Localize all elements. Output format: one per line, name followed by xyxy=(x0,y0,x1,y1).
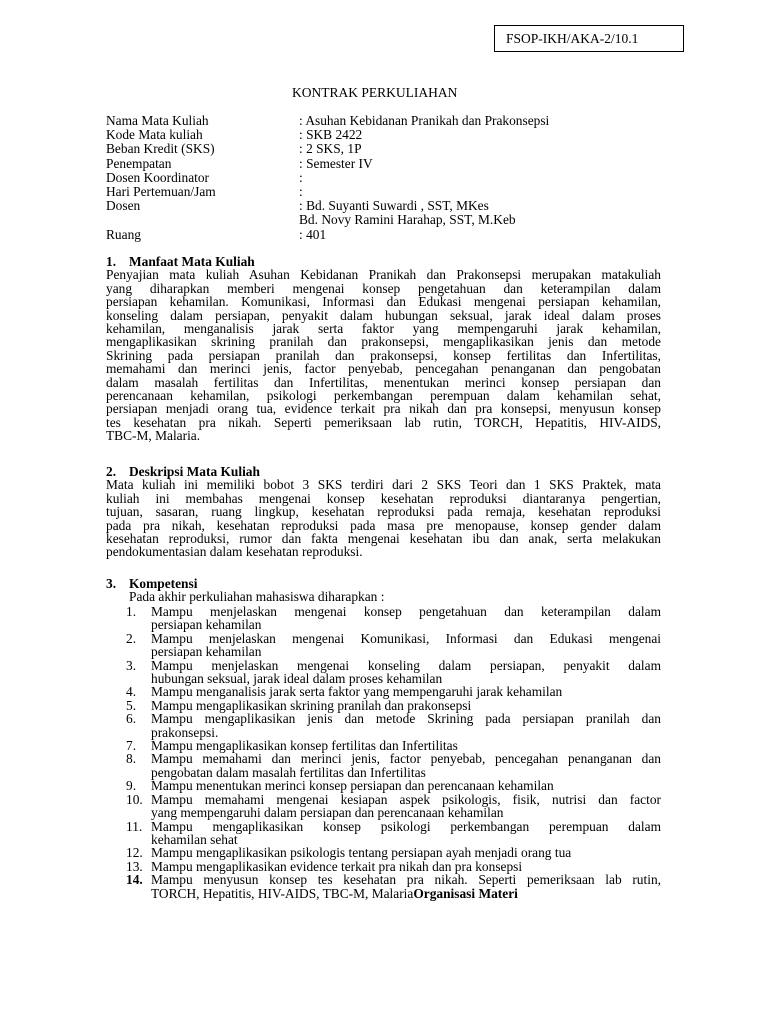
document-title: KONTRAK PERKULIAHAN xyxy=(292,85,458,100)
paragraph-line: memahami dan merinci jenis, factor penyebab, pencegahan penanganan dan pengobatan xyxy=(106,361,661,377)
competency-line: Mampu mengaplikasikan konsep fertilitas dan Infertilitas xyxy=(151,738,458,754)
paragraph-line: Mata kuliah ini memiliki bobot 3 SKS terdiri dari 2 SKS Teori dan 1 SKS Praktek, mata xyxy=(106,477,661,493)
competency-text xyxy=(151,618,661,631)
competency-line: pengobatan dalam masalah fertilitas dan Infertilitas xyxy=(151,764,426,780)
competency-line: Mampu mengaplikasikan evidence terkait pra nikah dan pra konsepsi xyxy=(151,858,523,874)
competency-number: 11. xyxy=(126,818,143,834)
section-number: 3. xyxy=(106,576,117,591)
section-deskripsi xyxy=(106,465,661,559)
info-label: Dosen xyxy=(106,198,141,214)
paragraph-line: kesehatan reproduksi, rumor dan fakta mengenai kesehatan ibu dan anak, serta melakukan xyxy=(106,531,661,547)
paragraph-line: yang diharapkan memberi mengenai konsep pengetahuan dan keterampilan dalam xyxy=(106,280,661,296)
paragraph-line: kehamilan, menganalisis jarak serta faktor yang mempengaruhi jarak kehamilan, xyxy=(106,321,661,337)
info-row xyxy=(106,114,666,128)
paragraph-line: konseling dalam persiapan, penyakit dalam hubungan seksual, jarak ideal dalam proses xyxy=(106,307,661,323)
info-value: : 2 SKS, 1P xyxy=(299,141,362,157)
document-code-box: FSOP-IKH/AKA-2/10.1 xyxy=(494,25,684,52)
section-body xyxy=(106,478,661,558)
info-label: Dosen Koordinator xyxy=(106,169,210,185)
competency-text xyxy=(151,846,661,859)
competency-number: 3. xyxy=(126,657,137,673)
info-row xyxy=(106,128,666,142)
competency-number: 13. xyxy=(126,858,143,874)
info-label: Ruang xyxy=(106,226,141,242)
info-label: Beban Kredit (SKS) xyxy=(106,141,215,157)
info-row xyxy=(106,199,666,213)
section-heading xyxy=(106,255,661,268)
competency-text xyxy=(151,712,661,725)
info-label: Hari Pertemuan/Jam xyxy=(106,183,216,199)
info-label: Penempatan xyxy=(106,155,172,171)
competency-text xyxy=(151,833,661,846)
course-info-table xyxy=(106,114,666,242)
competency-text xyxy=(151,739,661,752)
info-value: : Asuhan Kebidanan Pranikah dan Prakonsepsi xyxy=(299,113,550,128)
competency-item xyxy=(126,659,661,686)
section-number: 1. xyxy=(106,254,117,269)
competency-item xyxy=(126,779,661,792)
competency-line: Mampu menganalisis jarak serta faktor yang mempengaruhi jarak kehamilan xyxy=(151,684,563,700)
paragraph-line: persiapan kehamilan. Komunikasi, Informasi dan Edukasi mengenai persiapan kehamilan, xyxy=(106,294,661,310)
competency-number: 5. xyxy=(126,697,137,713)
paragraph-line: dalam masalah fertilitas dan Infertilitas, menentukan merinci konsep persiapan dan xyxy=(106,374,661,390)
competency-text xyxy=(151,726,661,739)
competency-number: 9. xyxy=(126,778,137,794)
info-value: Bd. Novy Ramini Harahap, SST, M.Keb xyxy=(299,212,516,228)
paragraph-line: Skrining pada persiapan pranilah dan prakonsepsi, konsep fertilitas dan Infertilitas, xyxy=(106,347,661,363)
competency-item xyxy=(126,739,661,752)
competency-line: yang mempengaruhi dalam persiapan dan perencanaan kehamilan xyxy=(151,805,504,821)
competency-text xyxy=(151,659,661,672)
competency-number: 8. xyxy=(126,751,137,767)
competency-line: persiapan kehamilan xyxy=(151,644,262,660)
competency-text xyxy=(151,685,661,698)
section-title: Deskripsi Mata Kuliah xyxy=(129,464,260,479)
info-label: Nama Mata Kuliah xyxy=(106,113,209,128)
paragraph-line: TBC-M, Malaria. xyxy=(106,428,201,444)
competency-text xyxy=(151,672,661,685)
paragraph-line: pendokumentasian dalam kesehatan reproduksi. xyxy=(106,544,363,560)
competency-line: Mampu mengaplikasikan konsep psikologi perkembangan perempuan dalam xyxy=(151,818,661,834)
competency-line: Mampu menentukan merinci konsep persiapan dan perencanaan kehamilan xyxy=(151,778,554,794)
competency-item xyxy=(126,685,661,698)
competency-number: 4. xyxy=(126,684,137,700)
paragraph-line: mengaplikasikan skrining pranilah dan prakonsepsi, mengaplikasikan jenis dan metode xyxy=(106,334,661,350)
info-label: Kode Mata kuliah xyxy=(106,127,203,143)
competency-text xyxy=(151,860,661,873)
competency-number: 12. xyxy=(126,845,143,861)
next-heading-fragment: Organisasi Materi xyxy=(413,885,518,901)
competency-text xyxy=(151,766,661,779)
competency-line: Mampu mengaplikasikan skrining pranilah dan prakonsepsi xyxy=(151,697,472,713)
competency-number: 1. xyxy=(126,604,137,619)
competency-line: Mampu mengaplikasikan jenis dan metode Skrining pada persiapan pranilah dan xyxy=(151,711,661,727)
competency-number: 6. xyxy=(126,711,137,727)
competency-item xyxy=(126,699,661,712)
competency-number: 10. xyxy=(126,791,143,807)
info-value: : Bd. Suyanti Suwardi , SST, MKes xyxy=(299,198,489,214)
competency-number: 7. xyxy=(126,738,137,754)
competency-text xyxy=(151,873,661,886)
competency-text xyxy=(151,806,661,819)
section-manfaat xyxy=(106,255,661,443)
competency-line: Mampu menjelaskan mengenai konsep pengetahuan dan keterampilan dalam xyxy=(151,604,661,619)
competency-list xyxy=(126,605,661,900)
competency-text xyxy=(151,632,661,645)
paragraph-line: Penyajian mata kuliah Asuhan Kebidanan Pranikah dan Prakonsepsi merupakan matakuliah xyxy=(106,267,661,283)
info-value: : SKB 2422 xyxy=(299,127,363,143)
competency-item xyxy=(126,860,661,873)
competency-line: hubungan seksual, jarak ideal dalam proses kehamilan xyxy=(151,671,443,687)
competency-item xyxy=(126,793,661,820)
competency-line: Mampu mengaplikasikan psikologis tentang persiapan ayah menjadi orang tua xyxy=(151,845,572,861)
competency-line: Mampu menjelaskan mengenai konseling dalam persiapan, penyakit dalam xyxy=(151,657,661,673)
paragraph-line: pada pra nikah, kesehatan reproduksi pada masa pre menopause, konsep gender dalam xyxy=(106,517,661,533)
competency-number: 14. xyxy=(126,872,143,888)
info-value: : 401 xyxy=(299,226,327,242)
paragraph-line: persiapan menjadi orang tua, evidence terkait pra nikah dan pra konsepsi, menyusun konsep xyxy=(106,401,661,417)
competency-line: TORCH, Hepatitis, HIV-AIDS, TBC-M, Malaria xyxy=(151,885,414,901)
competency-line: persiapan kehamilan xyxy=(151,617,262,633)
section-kompetensi xyxy=(106,577,661,604)
info-value: : xyxy=(299,183,303,199)
competency-line: prakonsepsi. xyxy=(151,724,219,740)
paragraph-line: tes kesehatan pra nikah. Seperti pemeriksaan lab rutin, TORCH, Hepatitis, HIV-AIDS, xyxy=(106,414,661,430)
competency-text xyxy=(151,793,661,806)
section-number: 2. xyxy=(106,464,117,479)
section-intro: Pada akhir perkuliahan mahasiswa diharapkan : xyxy=(129,589,385,605)
paragraph-line: perencanaan kehamilan, psikologi perkembangan perempuan dalam kehamilan sehat, xyxy=(106,388,661,404)
info-row xyxy=(106,171,666,185)
info-value: : xyxy=(299,169,303,185)
competency-item xyxy=(126,873,661,900)
competency-line: Mampu memahami dan merinci jenis, factor penyebab, pencegahan penanganan dan xyxy=(151,751,661,767)
competency-item xyxy=(126,712,661,739)
competency-line: Mampu menjelaskan mengenai Komunikasi, Informasi dan Edukasi mengenai xyxy=(151,630,661,646)
competency-item xyxy=(126,752,661,779)
competency-item xyxy=(126,605,661,632)
competency-text xyxy=(151,699,661,712)
competency-text xyxy=(151,820,661,833)
competency-item xyxy=(126,846,661,859)
info-row xyxy=(106,213,666,227)
info-row xyxy=(106,142,666,156)
section-heading xyxy=(106,465,661,478)
competency-line: kehamilan sehat xyxy=(151,831,238,847)
competency-text xyxy=(151,752,661,765)
competency-line: Mampu memahami mengenai kesiapan aspek psikologis, fisik, nutrisi dan factor xyxy=(151,791,661,807)
paragraph-line: kuliah ini membahas mengenai konsep kesehatan reproduksi diantaranya pengertian, xyxy=(106,490,661,506)
competency-text xyxy=(151,779,661,792)
info-row xyxy=(106,157,666,171)
competency-line: Mampu menyusun konsep tes kesehatan pra nikah. Seperti pemeriksaan lab rutin, xyxy=(151,872,661,888)
competency-text xyxy=(151,605,661,618)
competency-text xyxy=(151,887,661,900)
competency-item xyxy=(126,632,661,659)
competency-number: 2. xyxy=(126,630,137,646)
competency-text xyxy=(151,645,661,658)
competency-item xyxy=(126,820,661,847)
section-title: Kompetensi xyxy=(129,576,198,591)
section-heading xyxy=(106,577,661,590)
section-body xyxy=(106,268,661,442)
info-row xyxy=(106,185,666,199)
info-row xyxy=(106,228,666,242)
paragraph-line: tujuan, sasaran, ruang lingkup, kesehatan reproduksi pada remaja, kesehatan reproduksi xyxy=(106,504,661,520)
section-title: Manfaat Mata Kuliah xyxy=(129,254,255,269)
info-value: : Semester IV xyxy=(299,155,373,171)
